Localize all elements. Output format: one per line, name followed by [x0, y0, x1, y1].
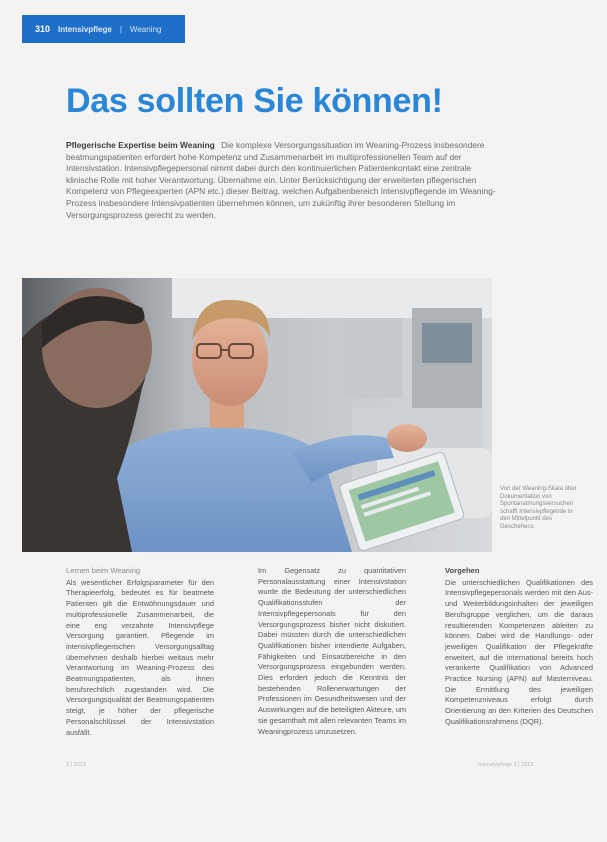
intro-lead: Pflegerische Expertise beim Weaning: [66, 140, 215, 150]
intro-text: Die komplexe Versorgungssituation im Weaning-Prozess insbesondere beatmungspatienten erfordert hohe Kompetenz und Zusammenarbeit im multiprofessionellen Team auf der Intensivstation. Intensivpflegepersonal nimmt dabei durch den kontinuierlichen Patientenkontakt eine zentrale klinische Rolle mit hoher Verantwortung. Übernahme ein. Unter Berücksichtigung der erweiterten pflegerischen Kompetenz von Pflegeexperten (APN etc.) dieser Beitrag, welchen Aufgabenbereich Intensivpflegende im Weaning-Prozess insbesondere Intensivpatienten übernehmen können, um zukünftig ihrer besonderen Stellung im Versorgungsprozess gerecht zu werden.: [66, 140, 496, 220]
subsection-title: Weaning: [129, 24, 162, 34]
article-intro: [66, 140, 496, 221]
column-3-heading: Vorgehen: [445, 566, 480, 575]
header-separator: |: [119, 24, 122, 34]
column-3: [445, 566, 593, 728]
page-number: 310: [35, 24, 51, 34]
column-3-text: Die unterschiedlichen Qualifikationen des Intensivpflegepersonals werden mit den Aus- und Weiterbildungsinhalten der jeweiligen Berufsgruppe verglichen, um die daraus resultierenden Kompetenzen ableiten zu können. Dabei wird die Handlungs- oder jeweiligen Qualifikation der Pflegekräfte erweitert, auf die international bereits hoch verankerte Qualifikation von Advanced Practice Nursing (APN) auf Masterniveau. Die Ermittlung des jeweiligen Kompetenzniveaus erfolgt durch Orientierung an den Kriterien des Deutschen Qualifikationsrahmens (DQR).: [445, 577, 593, 726]
article-photo: [22, 278, 492, 552]
photo-caption: Von der Weaning-Skala über Dokumentation von Spontanatmungsversuchen schafft Intensivpflegende in den Mittelpunkt des Geschehens: [500, 486, 577, 530]
column-1-text: Als wesentlicher Erfolgsparameter für den Therapieerfolg, bedeutet es für beatmete Patienten gilt die Entwöhnungsdauer und multiprofessionelle Zusammenarbeit, die eine eng verzahnte Intensivpflege Versorgung garantiert. Pflegende im intensivpflegerischen Versorgungsalltag übernehmen deshalb hierbei weitaus mehr Verantwortung im Weaning-Prozess des Beatmungspatienten, als ihnen berufsrechtlich zugestanden wird. Die Versorgungsqualität der Beatmungspatienten steigt, je höher der pflegerische Personalschlüssel der Intensivstation ausfällt.: [66, 577, 214, 737]
footer-issue-right: Intensivpflege 3 | 2013: [478, 762, 534, 768]
column-2: [258, 566, 406, 737]
footer-issue-left: 3 | 2013: [66, 762, 86, 768]
column-2-text: Im Gegensatz zu quantitativen Personalausstattung einer Intensivstation wurde die Bedeutung der unterschiedlichen Qualifikationsstufen der Intensivpflegepersonals für den Versorgungsprozess bisher nicht diskutiert. Dabei müssten durch die unterschiedlichen Qualifikationen bisher intendierte Aufgaben, Fähigkeiten und Einsatzbereiche in den Versorgungsprozess eingebunden werden. Dies erfordert jedoch die Kenntnis der bestehenden Rollenerwartungen der Professionen im Gesundheitswesen und der Auswirkungen auf die beteiligten Akteure, um sie gesamthaft mit allen relevanten Teams im Weaningprozess umzusetzen.: [258, 566, 406, 736]
column-1-heading: Lernen beim Weaning: [66, 566, 141, 575]
article-headline: Das sollten Sie können!: [66, 82, 443, 120]
column-1: [66, 566, 214, 738]
photo-illustration: [22, 278, 492, 552]
section-title: Intensivpflege: [58, 24, 112, 34]
page-header-tab: [22, 15, 185, 43]
